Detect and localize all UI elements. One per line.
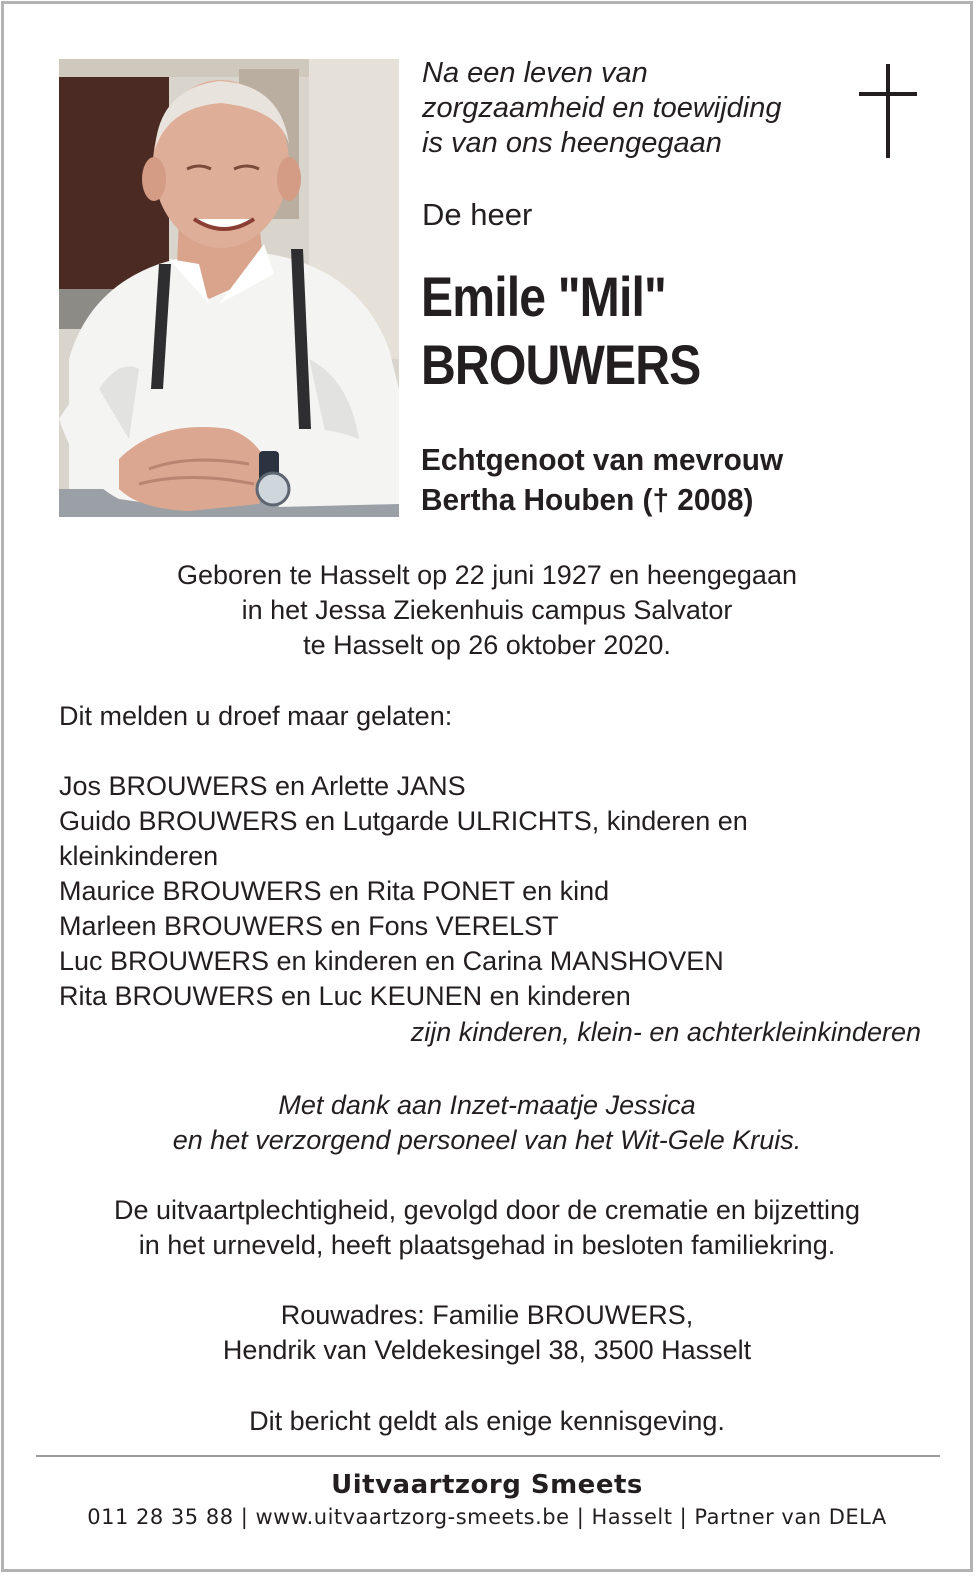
family-line: Jos BROUWERS en Arlette JANS bbox=[59, 771, 466, 801]
intro-text bbox=[422, 56, 782, 161]
funeral-text bbox=[40, 1193, 934, 1263]
address-line: Hendrik van Veldekesingel 38, 3500 Hasselt bbox=[222, 1335, 752, 1365]
funeral-home-name: Uitvaartzorg Smeets bbox=[331, 1470, 643, 1500]
honorific: De heer bbox=[422, 197, 533, 232]
thanks-line: Met dank aan Inzet-maatje Jessica bbox=[278, 1090, 696, 1120]
funeral-line: De uitvaartplechtigheid, gevolgd door de crematie en bijzetting bbox=[114, 1195, 860, 1225]
thanks-text bbox=[40, 1088, 934, 1158]
portrait-photo bbox=[59, 59, 399, 517]
name-line-2: BROUWERS bbox=[421, 333, 701, 396]
birth-line: in het Jessa Ziekenhuis campus Salvator bbox=[241, 595, 733, 625]
footer-divider bbox=[36, 1455, 940, 1457]
family-line: Marleen BROUWERS en Fons VERELST bbox=[59, 911, 559, 941]
address-line: Rouwadres: Familie BROUWERS, bbox=[280, 1300, 694, 1330]
deceased-name bbox=[421, 263, 700, 399]
family-signature: zijn kinderen, klein- en achterkleinkinderen bbox=[410, 1017, 921, 1047]
birth-line: Geboren te Hasselt op 22 juni 1927 en heengegaan bbox=[177, 560, 797, 590]
family-line: Luc BROUWERS en kinderen en Carina MANSHOVEN bbox=[59, 946, 724, 976]
name-line-1: Emile "Mil" bbox=[421, 265, 666, 328]
funeral-home-contact: 011 28 35 88 | www.uitvaartzorg-smeets.be | Hasselt | Partner van DELA bbox=[87, 1505, 887, 1529]
funeral-line: in het urneveld, heeft plaatsgehad in besloten familiekring. bbox=[138, 1230, 836, 1260]
intro-line: zorgzaamheid en toewijding bbox=[422, 92, 782, 124]
intro-line: Na een leven van bbox=[422, 57, 648, 89]
birth-line: te Hasselt op 26 oktober 2020. bbox=[303, 630, 671, 660]
family-line: Guido BROUWERS en Lutgarde ULRICHTS, kinderen en bbox=[59, 806, 748, 836]
spouse-line-2: Bertha Houben († 2008) bbox=[421, 482, 754, 517]
intro-line: is van ons heengegaan bbox=[422, 127, 722, 159]
family-list bbox=[59, 769, 748, 1014]
spouse-info bbox=[421, 440, 783, 520]
notice-text: Dit bericht geldt als enige kennisgeving. bbox=[249, 1406, 725, 1436]
cross-icon bbox=[859, 64, 917, 158]
family-line: Maurice BROUWERS en Rita PONET en kind bbox=[59, 876, 610, 906]
announcement: Dit melden u droef maar gelaten: bbox=[59, 701, 453, 731]
mourning-address bbox=[40, 1298, 934, 1368]
spouse-line-1: Echtgenoot van mevrouw bbox=[421, 442, 784, 477]
birth-death-text bbox=[40, 558, 934, 663]
family-line: kleinkinderen bbox=[59, 841, 219, 871]
family-line: Rita BROUWERS en Luc KEUNEN en kinderen bbox=[59, 981, 631, 1011]
thanks-line: en het verzorgend personeel van het Wit-Gele Kruis. bbox=[172, 1125, 802, 1155]
